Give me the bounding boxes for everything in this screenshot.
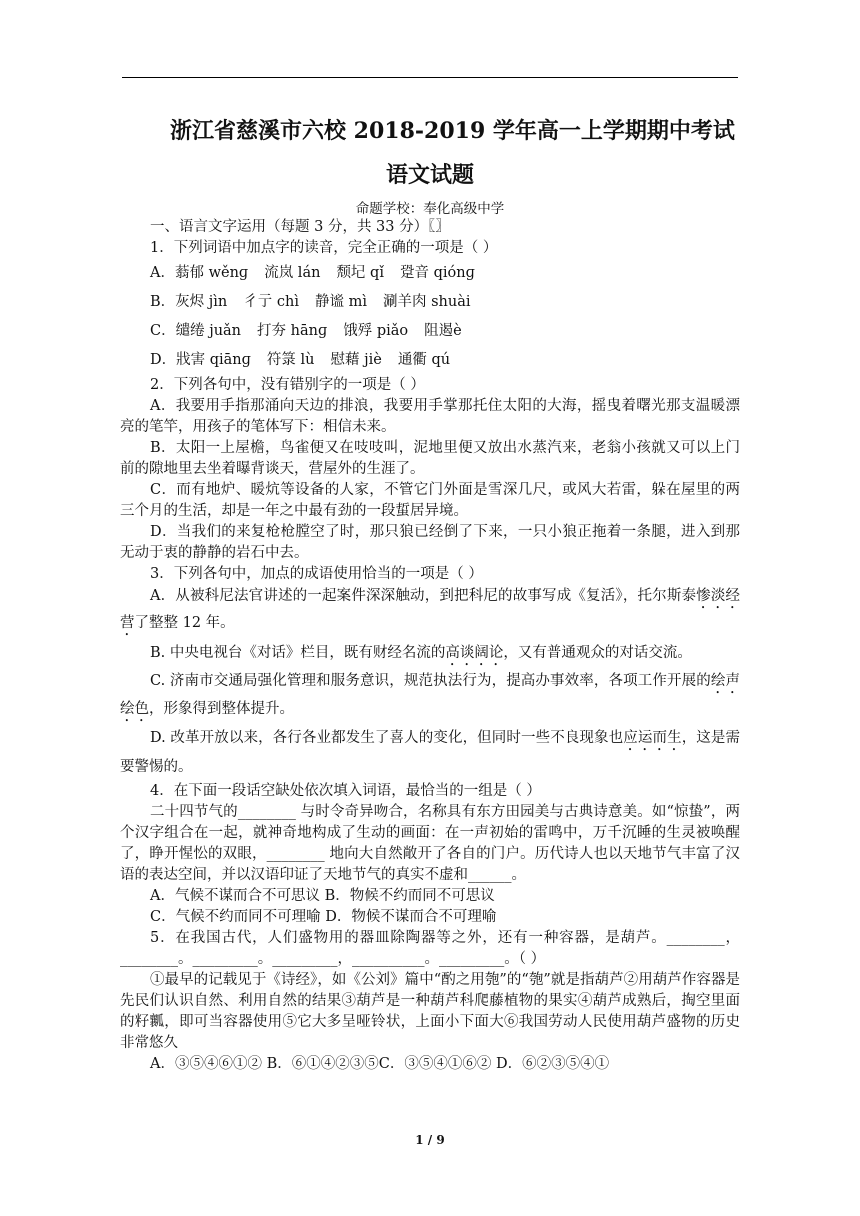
- question-1-option-a: A．蓊郁 wěnɡ 流岚 lán 颓圮 qǐ 跫音 qiónɡ: [150, 265, 475, 281]
- dotted-idiom: 惨淡经营: [120, 588, 741, 631]
- dotted-idiom: 高谈阔论: [445, 645, 504, 661]
- question-4-passage: 二十四节气的________ 与时令奇异吻合，名称具有东方田园美与古典诗意美。如“惊蛰”，两个汉字组合在一起，就神奇地构成了生动的画面：在一声初始的雷鸣中，万千沉睡的生灵被唤醒了，睁开惺忪的双眼，________ 地向大自然敞开了各自的门户。历代诗人也以天地节气丰富了汉语的表达空间，并以汉语印证了天地节气的真实不虚和______。: [120, 804, 740, 883]
- section-heading: 一、语言文字运用（每题 3 分，共 33 分）〖〗: [150, 219, 450, 235]
- question-3-option-d: D. 改革开放以来，各行各业都发生了喜人的变化，但同时一些不良现象也应运而生，这是需要警惕的。: [120, 730, 741, 775]
- header-rule: [122, 77, 738, 78]
- question-1-option-b: B．灰烬 jìn 彳亍 chì 静谧 mì 涮羊肉 shuài: [150, 294, 471, 310]
- question-4-options-ab: A．气候不谋而合不可思议 B．物候不约而同不可思议: [150, 888, 495, 904]
- question-4-options-cd: C．气候不约而同不可理喻 D．物候不谋而合不可理喻: [150, 909, 497, 925]
- document-title: 浙江省慈溪市六校 2018-2019 学年高一上学期期中考试: [170, 118, 735, 144]
- question-1-option-d: D．戕害 qiānɡ 符箓 lù 慰藉 jiè 通衢 qú: [150, 352, 451, 368]
- page-number: 1 / 9: [415, 1133, 445, 1147]
- dotted-idiom: 应运而生: [623, 730, 682, 746]
- question-1-stem: 1．下列词语中加点字的读音，完全正确的一项是（ ）: [150, 240, 498, 256]
- question-5-options: A．③⑤④⑥①② B．⑥①④②③⑤C．③⑤④①⑥② D．⑥②③⑤④①: [150, 1056, 610, 1072]
- question-3-option-b: B. 中央电视台《对话》栏目，既有财经名流的高谈阔论，又有普通观众的对话交流。: [150, 645, 692, 661]
- question-3-stem: 3．下列各句中，加点的成语使用恰当的一项是（ ）: [150, 566, 483, 582]
- exam-body: [120, 217, 740, 1075]
- school-credit: 命题学校：奉化高级中学: [355, 201, 505, 217]
- question-3-option-c: C. 济南市交通局强化管理和服务意识，规范执法行为，提高办事效率，各项工作开展的绘声绘色，形象得到整体提升。: [120, 673, 740, 717]
- question-2-option-b: B．太阳一上屋檐，鸟雀便又在吱吱叫，泥地里便又放出水蒸汽来，老翁小孩就又可以上门前的隙地里去坐着曝背谈天，营屋外的生涯了。: [120, 440, 740, 477]
- question-2-option-c: C．而有地炉、暖炕等设备的人家，不管它门外面是雪深几尺，或风大若雷，躲在屋里的两三个月的生活，却是一年之中最有劲的一段蜇居异境。: [120, 482, 740, 519]
- question-5-stem: 5．在我国古代，人们盛物用的器皿除陶器等之外，还有一种容器，是葫芦。________，________。_________。_________，__________。_________。（ ）: [120, 930, 740, 967]
- question-2-stem: 2．下列各句中，没有错别字的一项是（ ）: [150, 377, 425, 393]
- question-1-option-c: C．缱绻 juǎn 打夯 hānɡ 饿殍 piǎo 阻遏è: [150, 323, 462, 339]
- question-3-option-a: A．从被科尼法官讲述的一起案件深深触动，到把科尼的故事写成《复活》，托尔斯泰惨淡经营了整整 12 年。: [120, 588, 741, 631]
- question-2-option-d: D．当我们的来复枪枪膛空了时，那只狼已经倒了下来，一只小狼正拖着一条腿，进入到那无动于衷的静静的岩石中去。: [120, 524, 740, 561]
- question-4-stem: 4．在下面一段话空缺处依次填入词语，最恰当的一组是（ ）: [150, 783, 541, 799]
- dotted-idiom: 绘声绘色: [120, 673, 740, 717]
- question-2-option-a: A．我要用手指那涌向天边的排浪，我要用手掌那托住太阳的大海，摇曳着曙光那支温暖漂亮的笔竿，用孩子的笔体写下：相信未来。: [120, 398, 740, 435]
- question-5-passage: ①最早的记载见于《诗经》，如《公刘》篇中“酌之用匏”的“匏”就是指葫芦②用葫芦作容器是先民们认识自然、利用自然的结果③葫芦是一种葫芦科爬藤植物的果实④葫芦成熟后，掏空里面的籽瓤，即可当容器使用⑤它大多呈哑铃状，上面小下面大⑥我国劳动人民使用葫芦盛物的历史非常悠久: [120, 972, 740, 1051]
- document-subtitle: 语文试题: [385, 162, 474, 188]
